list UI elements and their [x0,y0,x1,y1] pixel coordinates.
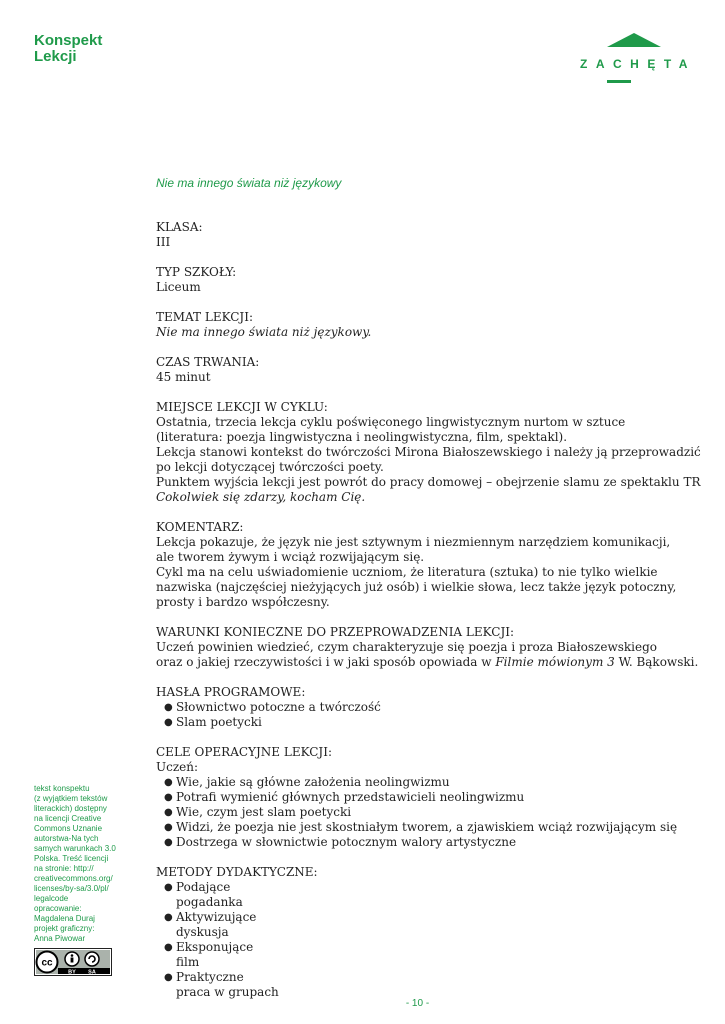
paragraph-line: Cykl ma na celu uświadomienie uczniom, że literatura (sztuka) to nie tylko wielkie [156,565,658,579]
bullet-list [156,700,701,730]
method-detail: film [176,955,200,969]
method-name: Podające [176,880,231,894]
svg-text:cc: cc [41,957,53,969]
section-czas [156,355,701,385]
section-hasla [156,685,701,730]
section-label: KLASA: [156,220,203,234]
logo-roof-icon [607,33,661,47]
list-intro: Uczeń: [156,760,199,774]
sidebar-line: tekst konspektu [34,784,90,793]
cc-by-sa-license-badge [34,948,112,976]
sidebar-line: literackich) dostępny [34,804,107,813]
paragraph-line: prosty i bardzo współczesny. [156,595,330,609]
text-run: oraz o jakiej rzeczywistości i w jaki sposób opowiada w [156,655,496,669]
sidebar-line: (z wyjątkiem tekstów [34,794,108,803]
lesson-plan-body [156,176,701,1015]
section-typ-szkoly [156,265,701,295]
license-sidebar [34,784,134,944]
paragraph-line: Ostatnia, trzecia lekcja cyklu poświęconego lingwistycznym nurtom w sztuce [156,415,626,429]
method-name: Praktyczne [176,970,244,984]
list-item: ● Widzi, że poezja nie jest skostniałym tworem, a zjawiskiem wciąż rozwijającym się [164,820,701,835]
sidebar-line: opracowanie: [34,904,82,913]
section-miejsce [156,400,701,505]
section-label: CELE OPERACYJNE LEKCJI: [156,745,332,759]
section-metody [156,865,701,1000]
lesson-subtitle: Nie ma innego świata niż językowy [156,176,342,190]
list-item: ● Slam poetycki [164,715,701,730]
section-warunki [156,625,701,670]
sidebar-line: Commons Uznanie [34,824,103,833]
section-label: CZAS TRWANIA: [156,355,260,369]
section-value: III [156,235,171,249]
sidebar-line: autorstwa-Na tych [34,834,99,843]
section-value: Nie ma innego świata niż językowy. [156,325,372,339]
list-item: ● Wie, jakie są główne założenia neolingwizmu [164,775,701,790]
section-label: TEMAT LEKCJI: [156,310,254,324]
method-detail: praca w grupach [176,985,279,999]
list-item [164,970,701,1000]
section-value: Liceum [156,280,201,294]
sidebar-line: licenses/by-sa/3.0/pl/ [34,884,109,893]
sidebar-line: creativecommons.org/ [34,874,113,883]
section-label: KOMENTARZ: [156,520,244,534]
method-detail: dyskusja [176,925,229,939]
list-item: ● Dostrzega w słownictwie potocznym walory artystyczne [164,835,701,850]
list-item [164,910,701,940]
method-name: Eksponujące [176,940,254,954]
list-item: ● Wie, czym jest slam poetycki [164,805,701,820]
page-number: - 10 - [405,998,430,1009]
cc-sa-label: SA [88,969,96,976]
sidebar-line: Anna Piwowar [34,934,86,943]
zacheta-logo [580,33,696,85]
section-komentarz [156,520,701,610]
cc-by-label: BY [68,969,76,976]
text-run: W. Bąkowski. [614,655,699,669]
logo-text: ZACHĘTA [580,57,696,71]
paragraph-line: Uczeń powinien wiedzieć, czym charakteryzuje się poezja i proza Białoszewskiego [156,640,658,654]
paragraph-line: Lekcja pokazuje, że język nie jest sztywnym i niezmiennym narzędziem komunikacji, [156,535,671,549]
paragraph-line: (literatura: poezja lingwistyczna i neolingwistyczna, film, spektakl). [156,430,568,444]
sidebar-line: na licencji Creative [34,814,102,823]
sidebar-line: na stronie: http:// [34,864,94,873]
sidebar-line: Magdalena Duraj [34,914,95,923]
list-item [164,940,701,970]
paragraph-line: ale tworem żywym i wciąż rozwijającym się. [156,550,425,564]
logo-underline [607,80,631,83]
bullet-list [156,880,701,1000]
list-item: ● Słownictwo potoczne a twórczość [164,700,701,715]
section-label: WARUNKI KONIECZNE DO PRZEPROWADZENIA LEKCJI: [156,625,515,639]
paragraph-line [156,655,701,670]
header-title-line1: Konspekt [34,32,103,49]
sidebar-line: samych warunkach 3.0 [34,844,116,853]
section-label: TYP SZKOŁY: [156,265,237,279]
method-detail: pogadanka [176,895,243,909]
section-temat [156,310,701,340]
method-name: Aktywizujące [176,910,257,924]
bullet-list [156,775,701,850]
sidebar-line: projekt graficzny: [34,924,95,933]
section-label: METODY DYDAKTYCZNE: [156,865,318,879]
paragraph-line: Cokolwiek się zdarzy, kocham Cię. [156,490,366,504]
section-cele [156,745,701,850]
section-klasa [156,220,701,250]
list-item: ● Potrafi wymienić głównych przedstawicieli neolingwizmu [164,790,701,805]
header-title-line2: Lekcji [34,48,77,65]
list-item [164,880,701,910]
document-header-title [34,33,102,65]
section-label: MIEJSCE LEKCJI W CYKLU: [156,400,328,414]
section-value: 45 minut [156,370,211,384]
film-title: Filmie mówionym 3 [495,655,615,669]
paragraph-line: Lekcja stanowi kontekst do twórczości Mirona Białoszewskiego i należy ją przeprowadzić [156,445,701,459]
section-label: HASŁA PROGRAMOWE: [156,685,306,699]
sidebar-line: legalcode [34,894,69,903]
sidebar-line: Polska. Treść licencji [34,854,109,863]
paragraph-line: nazwiska (najczęściej nieżyjących już osób) i wielkie słowa, lecz także język potoczny, [156,580,677,594]
paragraph-line: po lekcji dotyczącej twórczości poety. [156,460,384,474]
paragraph-line: Punktem wyjścia lekcji jest powrót do pracy domowej – obejrzenie slamu ze spektaklu TR [156,475,701,489]
